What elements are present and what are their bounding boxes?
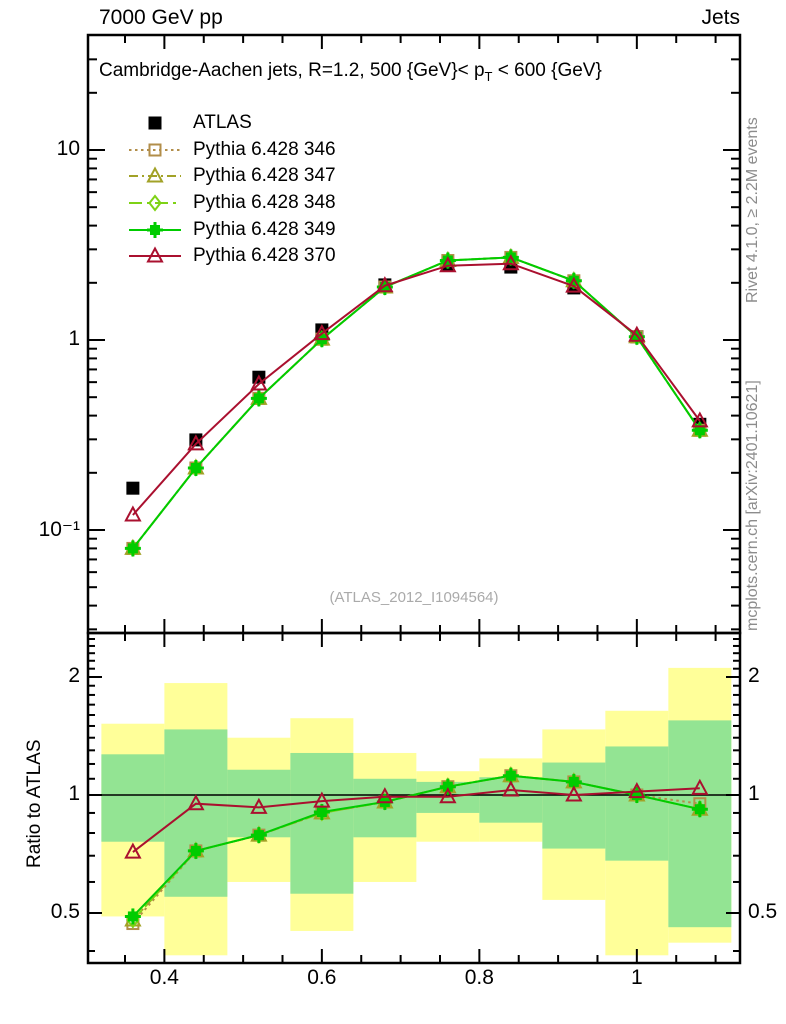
y-ratio-tick-label-left: 0.5 [50, 900, 80, 923]
panel-title-suffix: < 600 {GeV} [492, 60, 602, 81]
data-marker-cross-square [254, 830, 264, 840]
data-marker-cross-square [254, 393, 264, 403]
series-line-Pythia-6-428-370 [133, 264, 700, 515]
legend-label: Pythia 6.428 370 [193, 245, 336, 267]
header-analysis-label: Jets [701, 6, 740, 29]
legend-marker-open-triangle-icon [127, 165, 183, 187]
legend-row [127, 163, 336, 190]
panel-title [99, 60, 602, 84]
data-marker-filled-square [126, 482, 139, 495]
legend-row [127, 216, 336, 243]
y-main-tick-label: 1 [68, 327, 80, 350]
y-ratio-tick-label-right: 0.5 [748, 900, 778, 923]
ratio-band [164, 729, 227, 896]
watermark: (ATLAS_2012_I1094564) [329, 589, 499, 606]
y-main-tick-label: 10⁻¹ [38, 518, 80, 541]
series-line-Pythia-6-428-347 [133, 257, 700, 548]
legend-marker-filled-square-icon [127, 112, 183, 134]
data-marker-cross-square [128, 911, 138, 921]
y-ratio-tick-label-right: 1 [748, 782, 760, 805]
ratio-band [101, 754, 164, 841]
legend-marker-open-triangle-icon [127, 245, 183, 267]
legend-marker-open-diamond-icon [127, 192, 183, 214]
legend-label: Pythia 6.428 348 [193, 192, 336, 214]
rivet-version-text: Rivet 4.1.0, ≥ 2.2M events [744, 117, 761, 303]
y-ratio-tick-label-left: 2 [68, 663, 80, 687]
legend-label: ATLAS [193, 112, 252, 134]
panel-title-prefix: Cambridge-Aachen jets, R=1.2, 500 {GeV}< p [99, 60, 485, 81]
legend-row [127, 190, 336, 217]
series-line-Pythia-6-428-348 [133, 257, 700, 548]
data-marker-cross-square [128, 543, 138, 553]
legend-label: Pythia 6.428 349 [193, 218, 336, 240]
data-marker-cross-square [317, 807, 327, 817]
legend-label: Pythia 6.428 347 [193, 165, 336, 187]
legend-label: Pythia 6.428 346 [193, 138, 336, 160]
data-marker-filled-square [149, 117, 162, 130]
y-main-tick-label: 10 [56, 137, 80, 160]
legend-marker-cross-square-icon [127, 219, 183, 241]
legend [127, 110, 336, 270]
mcplots-arxiv-text: mcplots.cern.ch [arXiv:2401.10621] [744, 380, 761, 631]
x-tick-label: 0.4 [149, 966, 179, 989]
data-marker-cross-square [191, 463, 201, 473]
x-tick-label: 1 [631, 966, 643, 989]
data-marker-cross-square [150, 225, 160, 235]
x-tick-label: 0.8 [464, 966, 494, 989]
data-marker-cross-square [506, 771, 516, 781]
panel-title-subscript: T [484, 68, 493, 84]
series-line-Pythia-6-428-346 [133, 257, 700, 548]
ratio-band [290, 753, 353, 894]
header-beam-label: 7000 GeV pp [99, 6, 223, 29]
legend-row [127, 243, 336, 270]
ratio-band [668, 720, 731, 927]
data-marker-cross-square [191, 846, 201, 856]
ratio-y-axis-label: Ratio to ATLAS [24, 739, 45, 868]
legend-row [127, 137, 336, 164]
y-ratio-tick-label-left: 1 [68, 782, 80, 805]
y-ratio-tick-label-right: 2 [748, 663, 760, 687]
series-line-Pythia-6-428-349 [133, 257, 700, 548]
x-tick-label: 0.6 [307, 966, 337, 989]
legend-marker-open-square-icon [127, 139, 183, 161]
data-marker-cross-square [695, 804, 705, 814]
legend-row [127, 110, 336, 137]
